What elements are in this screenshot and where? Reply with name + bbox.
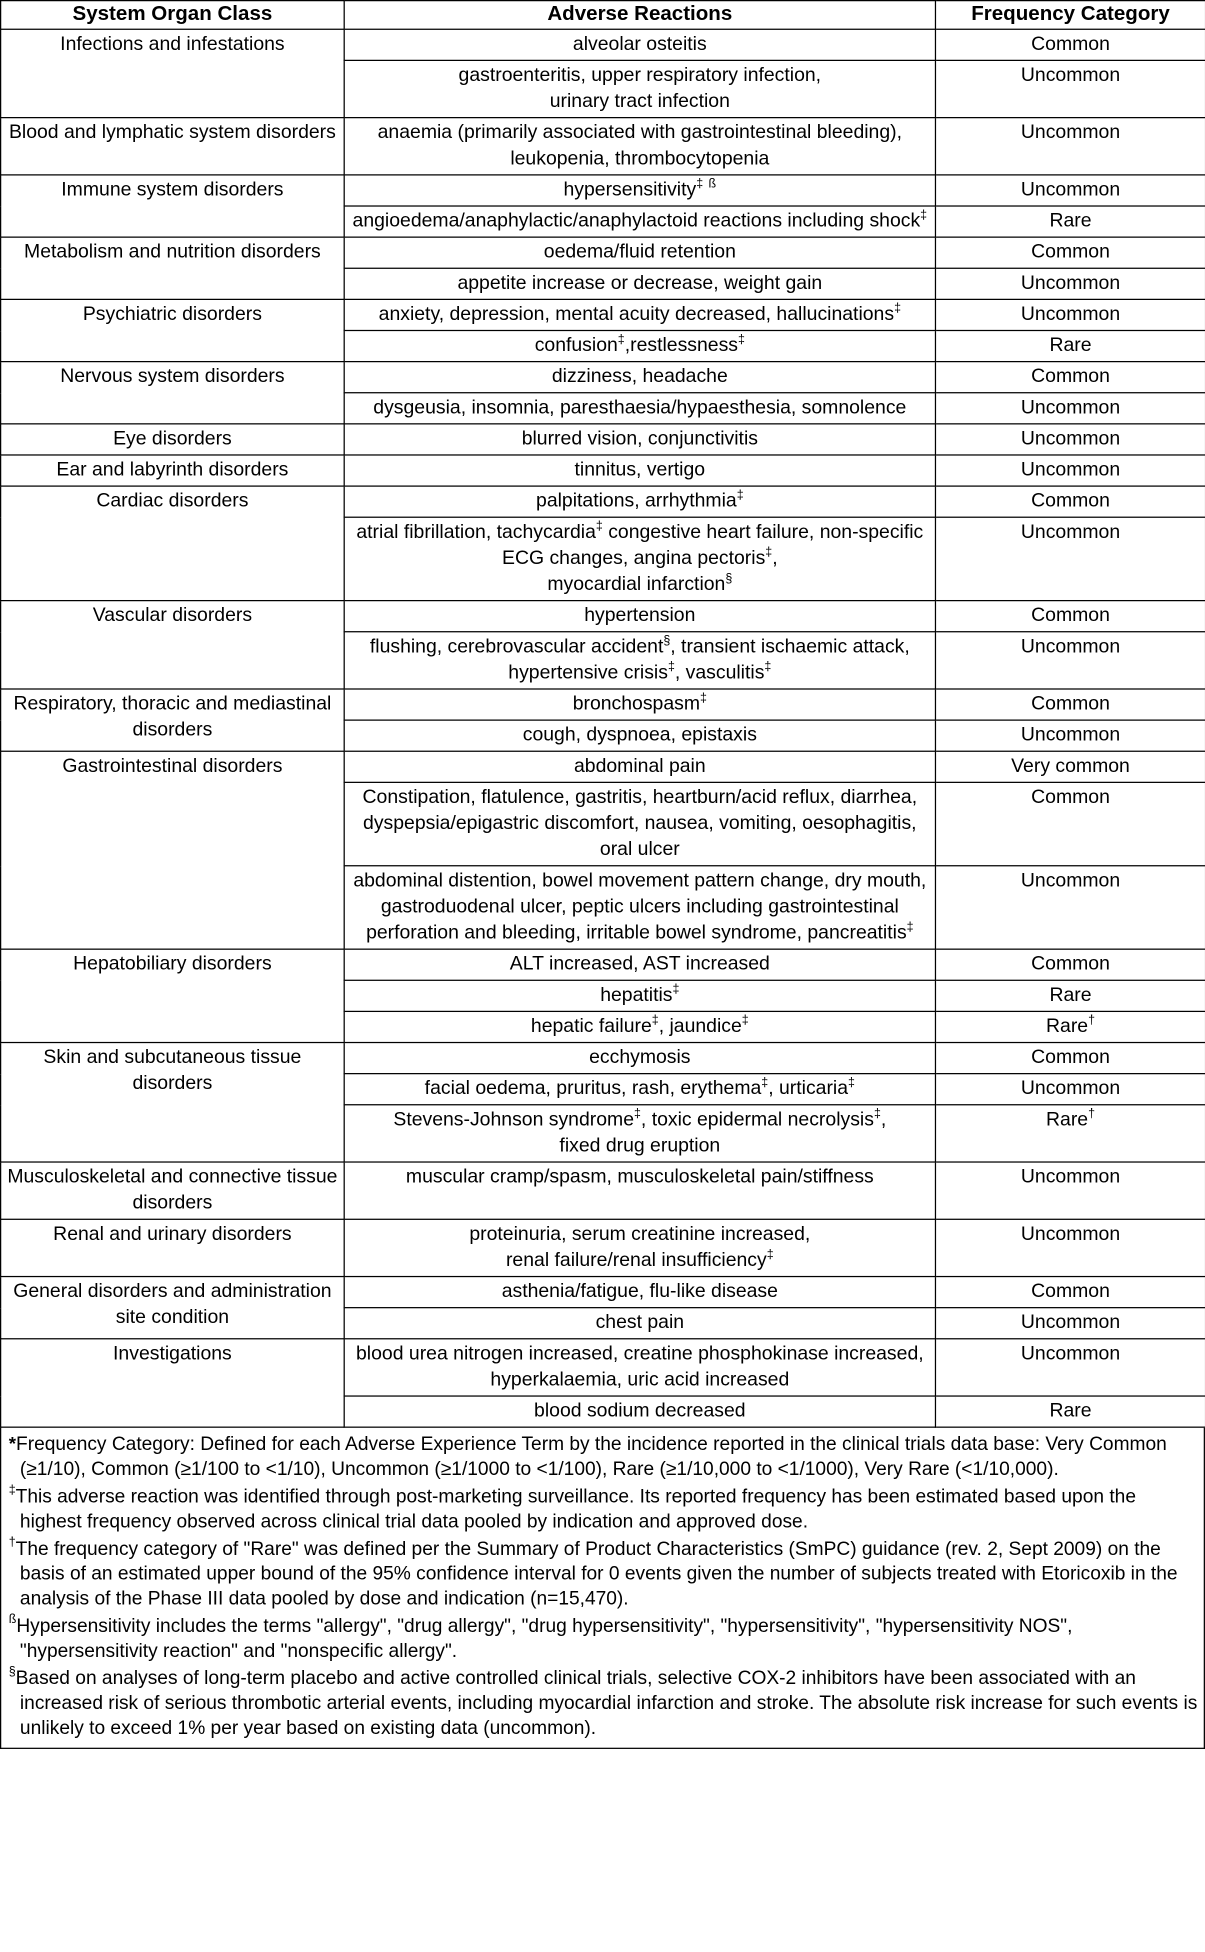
adverse-reaction-cell: blood sodium decreased xyxy=(344,1396,935,1427)
footnote xyxy=(9,1485,1199,1535)
frequency-category-cell: Common xyxy=(935,782,1205,865)
adverse-reaction-cell: facial oedema, pruritus, rash, erythema‡, urticaria‡ xyxy=(344,1074,935,1105)
frequency-category-cell: Rare xyxy=(935,1396,1205,1427)
frequency-category-cell: Uncommon xyxy=(935,1219,1205,1276)
system-organ-class-cell: Cardiac disorders xyxy=(1,486,345,601)
footnote-text: Frequency Category: Defined for each Adverse Experience Term by the incidence reported in the clinical trials data base: Very Common (≥1/10), Common (≥1/100 to <1/10), Uncommon (≥1/1000 to <1/100), Rare (≥1/10,000 to <1/1000), Very Rare (<1/10,000). xyxy=(15,1434,1167,1481)
table-row xyxy=(1,751,1205,782)
adverse-reaction-cell: appetite increase or decrease, weight gain xyxy=(344,268,935,299)
table-row xyxy=(1,424,1205,455)
adverse-reaction-cell: ALT increased, AST increased xyxy=(344,949,935,980)
table-body xyxy=(1,29,1205,1427)
frequency-category-cell: Uncommon xyxy=(935,517,1205,600)
system-organ-class-cell: Musculoskeletal and connective tissue disorders xyxy=(1,1162,345,1219)
system-organ-class-cell: Renal and urinary disorders xyxy=(1,1219,345,1276)
adverse-reaction-cell: hepatitis‡ xyxy=(344,980,935,1011)
frequency-category-cell: Uncommon xyxy=(935,1162,1205,1219)
adverse-reaction-cell: dizziness, headache xyxy=(344,362,935,393)
system-organ-class-cell: Infections and infestations xyxy=(1,29,345,117)
table-row xyxy=(1,1219,1205,1276)
system-organ-class-cell: Hepatobiliary disorders xyxy=(1,949,345,1042)
system-organ-class-cell: Metabolism and nutrition disorders xyxy=(1,237,345,299)
adverse-reaction-cell: palpitations, arrhythmia‡ xyxy=(344,486,935,517)
frequency-category-cell: Uncommon xyxy=(935,866,1205,949)
adverse-reaction-cell: anaemia (primarily associated with gastrointestinal bleeding), leukopenia, thrombocytopenia xyxy=(344,118,935,175)
system-organ-class-cell: General disorders and administration site condition xyxy=(1,1277,345,1339)
frequency-category-cell: Uncommon xyxy=(935,268,1205,299)
footnote-text: This adverse reaction was identified through post-marketing surveillance. Its reported frequency has been estimated based upon the highest frequency observed across clinical trial data pooled by indication and approved dose. xyxy=(15,1486,1136,1533)
table-row xyxy=(1,1277,1205,1308)
table-row xyxy=(1,362,1205,393)
table-row xyxy=(1,175,1205,206)
system-organ-class-cell: Investigations xyxy=(1,1339,345,1427)
table-row xyxy=(1,689,1205,720)
frequency-category-cell: Rare† xyxy=(935,1011,1205,1042)
header-system-organ-class: System Organ Class xyxy=(1,1,345,30)
adverse-reaction-cell: gastroenteritis, upper respiratory infection, urinary tract infection xyxy=(344,60,935,117)
header-adverse-reactions: Adverse Reactions xyxy=(344,1,935,30)
adverse-reaction-cell: abdominal pain xyxy=(344,751,935,782)
adverse-reaction-cell: blood urea nitrogen increased, creatine phosphokinase increased, hyperkalaemia, uric acid increased xyxy=(344,1339,935,1396)
footnote-text: The frequency category of "Rare" was defined per the Summary of Product Characteristics (SmPC) guidance (rev. 2, Sept 2009) on the basis of an estimated upper bound of the 95% confidence interval for 0 events given the number of subjects treated with Etoricoxib in the analysis of the Phase III data pooled by dose and indication (n=15,470). xyxy=(15,1538,1178,1610)
footnote xyxy=(9,1433,1199,1483)
table-row xyxy=(1,601,1205,632)
header-frequency-category: Frequency Category xyxy=(935,1,1205,30)
frequency-category-cell: Uncommon xyxy=(935,720,1205,751)
system-organ-class-cell: Gastrointestinal disorders xyxy=(1,751,345,949)
frequency-category-cell: Rare xyxy=(935,330,1205,361)
frequency-category-cell: Uncommon xyxy=(935,1339,1205,1396)
system-organ-class-cell: Vascular disorders xyxy=(1,601,345,689)
frequency-category-cell: Rare xyxy=(935,206,1205,237)
system-organ-class-cell: Psychiatric disorders xyxy=(1,299,345,361)
footnote-text: Hypersensitivity includes the terms "allergy", "drug allergy", "drug hypersensitivity", "hypersensitivity", "hypersensitivity NOS", "hypersensitivity reaction" and "nonspecific allergy". xyxy=(16,1615,1073,1662)
adverse-reaction-cell: bronchospasm‡ xyxy=(344,689,935,720)
adverse-reaction-cell: abdominal distention, bowel movement pattern change, dry mouth, gastroduodenal ulcer, peptic ulcers including gastrointestinal perforation and bleeding, irritable bowel syndrome, pancreatitis‡ xyxy=(344,866,935,949)
table-row xyxy=(1,118,1205,175)
footnote-symbol: § xyxy=(8,1665,16,1680)
adverse-reaction-cell: hypertension xyxy=(344,601,935,632)
adverse-reaction-cell: oedema/fluid retention xyxy=(344,237,935,268)
frequency-category-cell: Common xyxy=(935,486,1205,517)
table-row xyxy=(1,486,1205,517)
adverse-reaction-cell: Constipation, flatulence, gastritis, heartburn/acid reflux, diarrhea, dyspepsia/epigastric discomfort, nausea, vomiting, oesophagitis, oral ulcer xyxy=(344,782,935,865)
table-row xyxy=(1,949,1205,980)
table-row xyxy=(1,29,1205,60)
footnote-symbol: ‡ xyxy=(8,1483,16,1498)
frequency-category-cell: Common xyxy=(935,1277,1205,1308)
frequency-category-cell: Common xyxy=(935,949,1205,980)
adverse-reaction-cell: proteinuria, serum creatinine increased, renal failure/renal insufficiency‡ xyxy=(344,1219,935,1276)
adverse-reaction-cell: chest pain xyxy=(344,1308,935,1339)
frequency-category-cell: Uncommon xyxy=(935,632,1205,689)
frequency-category-cell: Uncommon xyxy=(935,60,1205,117)
frequency-category-cell: Common xyxy=(935,362,1205,393)
system-organ-class-cell: Blood and lymphatic system disorders xyxy=(1,118,345,175)
system-organ-class-cell: Respiratory, thoracic and mediastinal disorders xyxy=(1,689,345,751)
frequency-category-cell: Common xyxy=(935,689,1205,720)
adverse-reaction-cell: hypersensitivity‡ $^ß$ xyxy=(344,175,935,206)
frequency-category-cell: Very common xyxy=(935,751,1205,782)
adverse-reaction-cell: flushing, cerebrovascular accident§, transient ischaemic attack, hypertensive crisis‡, vasculitis‡ xyxy=(344,632,935,689)
frequency-category-cell: Uncommon xyxy=(935,455,1205,486)
frequency-category-cell: Uncommon xyxy=(935,424,1205,455)
adverse-reaction-cell: cough, dyspnoea, epistaxis xyxy=(344,720,935,751)
header-row xyxy=(1,1,1205,30)
frequency-category-cell: Common xyxy=(935,1043,1205,1074)
adverse-reaction-cell: atrial fibrillation, tachycardia‡ congestive heart failure, non-specific ECG changes, angina pectoris‡, myocardial infarction§ xyxy=(344,517,935,600)
frequency-category-cell: Uncommon xyxy=(935,1308,1205,1339)
adverse-reaction-cell: confusion‡,restlessness‡ xyxy=(344,330,935,361)
footnote-symbol: * xyxy=(8,1434,16,1456)
adverse-reaction-cell: ecchymosis xyxy=(344,1043,935,1074)
adverse-reaction-cell: anxiety, depression, mental acuity decreased, hallucinations‡ xyxy=(344,299,935,330)
adverse-reaction-cell: dysgeusia, insomnia, paresthaesia/hypaesthesia, somnolence xyxy=(344,393,935,424)
system-organ-class-cell: Eye disorders xyxy=(1,424,345,455)
table-row xyxy=(1,1162,1205,1219)
adverse-reaction-cell: hepatic failure‡, jaundice‡ xyxy=(344,1011,935,1042)
table-row xyxy=(1,455,1205,486)
table-row xyxy=(1,237,1205,268)
frequency-category-cell: Common xyxy=(935,29,1205,60)
system-organ-class-cell: Nervous system disorders xyxy=(1,362,345,424)
adverse-reaction-cell: Stevens-Johnson syndrome‡, toxic epidermal necrolysis‡, fixed drug eruption xyxy=(344,1105,935,1162)
table-row xyxy=(1,299,1205,330)
adverse-reaction-cell: alveolar osteitis xyxy=(344,29,935,60)
footnote xyxy=(9,1537,1199,1612)
frequency-category-cell: Uncommon xyxy=(935,118,1205,175)
frequency-category-cell: Uncommon xyxy=(935,299,1205,330)
frequency-category-cell: Common xyxy=(935,601,1205,632)
frequency-category-cell: Uncommon xyxy=(935,1074,1205,1105)
footnote xyxy=(9,1667,1199,1742)
system-organ-class-cell: Ear and labyrinth disorders xyxy=(1,455,345,486)
frequency-category-cell: Rare xyxy=(935,980,1205,1011)
footnote xyxy=(9,1615,1199,1665)
footnote-symbol: † xyxy=(8,1536,16,1550)
frequency-category-cell: Uncommon xyxy=(935,393,1205,424)
footnotes xyxy=(0,1428,1205,1749)
footnote-symbol: ß xyxy=(8,1613,17,1627)
frequency-category-cell: Common xyxy=(935,237,1205,268)
adverse-reaction-cell: asthenia/fatigue, flu-like disease xyxy=(344,1277,935,1308)
frequency-category-cell: Uncommon xyxy=(935,175,1205,206)
adverse-reaction-cell: tinnitus, vertigo xyxy=(344,455,935,486)
adverse-reaction-cell: muscular cramp/spasm, musculoskeletal pain/stiffness xyxy=(344,1162,935,1219)
footnote-text: Based on analyses of long-term placebo and active controlled clinical trials, selective COX-2 inhibitors have been associated with an increased risk of serious thrombotic arterial events, including myocardial infarction and stroke. The absolute risk increase for such events is unlikely to exceed 1% per year based on existing data (uncommon). xyxy=(15,1668,1198,1739)
adverse-reaction-cell: blurred vision, conjunctivitis xyxy=(344,424,935,455)
table-row xyxy=(1,1043,1205,1074)
system-organ-class-cell: Immune system disorders xyxy=(1,175,345,237)
adverse-reaction-cell: angioedema/anaphylactic/anaphylactoid reactions including shock‡ xyxy=(344,206,935,237)
frequency-category-cell: Rare† xyxy=(935,1105,1205,1162)
table-row xyxy=(1,1339,1205,1396)
system-organ-class-cell: Skin and subcutaneous tissue disorders xyxy=(1,1043,345,1163)
